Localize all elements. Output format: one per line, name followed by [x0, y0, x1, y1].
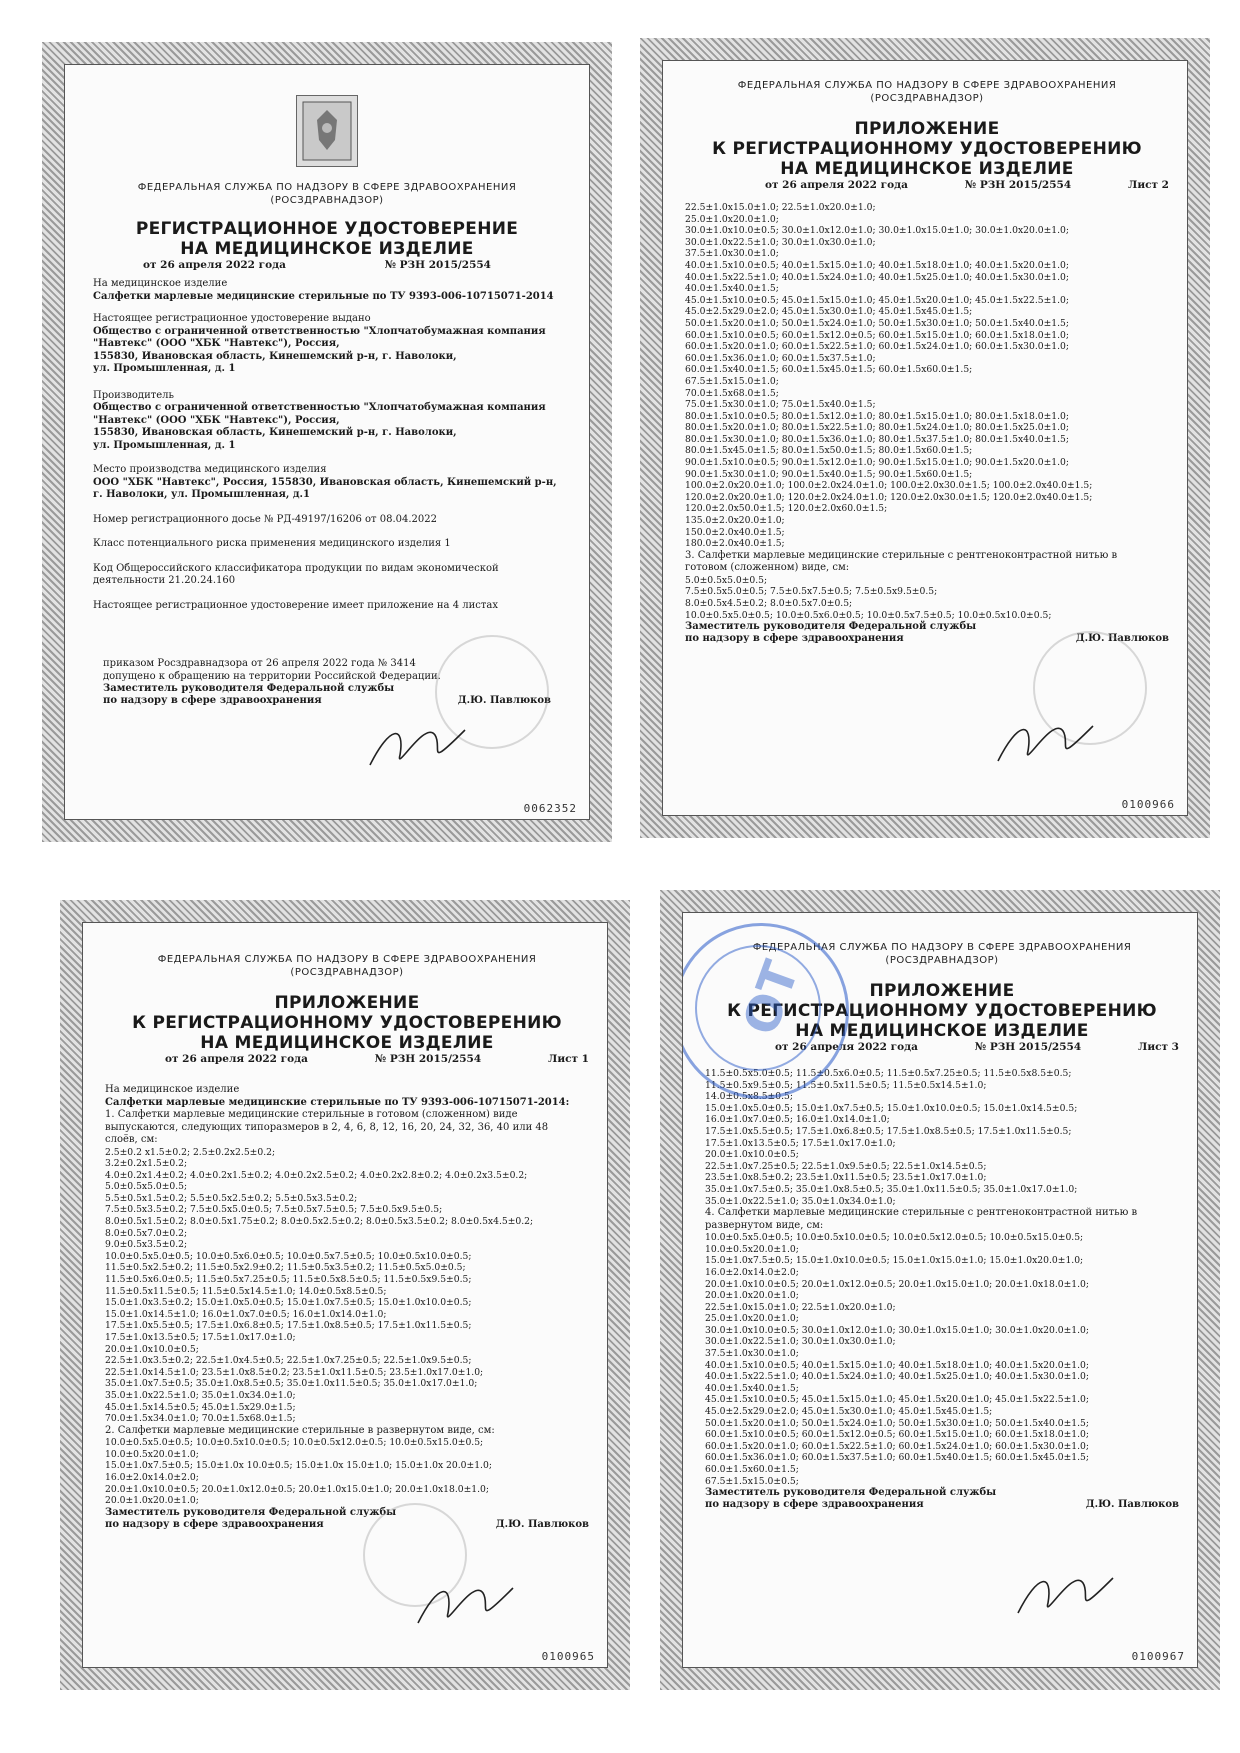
dimension-line: 3.2±0.2x1.5±0.2;: [105, 1158, 188, 1170]
dimension-line: 9.0±0.5x3.5±0.2;: [105, 1239, 188, 1251]
section-heading: 1. Салфетки марлевые медицинские стерильные в готовом (сложенном) виде: [105, 1109, 518, 1120]
dimension-line: 17.5±1.0x5.5±0.5; 17.5±1.0x6.8±0.5; 17.5±1.0x8.5±0.5; 17.5±1.0x11.5±0.5;: [705, 1125, 1072, 1137]
dimension-line: 80.0±1.5x45.0±1.5; 80.0±1.5x50.0±1.5; 80.0±1.5x60.0±1.5;: [685, 445, 973, 457]
dimension-line: 22.5±1.0x14.5±1.0; 23.5±1.0x8.5±0.2; 23.5±1.0x11.5±0.5; 23.5±1.0x17.0±1.0;: [105, 1366, 484, 1378]
company-stamp-icon: [682, 923, 849, 1099]
dimension-line: 17.5±1.0x13.5±0.5; 17.5±1.0x17.0±1.0;: [705, 1137, 896, 1149]
signature-icon: [365, 715, 475, 775]
section-heading: развернутом виде, см:: [705, 1219, 824, 1231]
dimension-line: 45.0±1.5x10.0±0.5; 45.0±1.5x15.0±1.0; 45.0±1.5x20.0±1.0; 45.0±1.5x22.5±1.0;: [705, 1394, 1089, 1406]
issue-date: от 26 апреля 2022 года: [765, 179, 908, 191]
dimension-line: 20.0±1.0x20.0±1.0;: [105, 1495, 199, 1507]
appendix-body: [82, 922, 608, 1668]
appendix-title: К РЕГИСТРАЦИОННОМУ УДОСТОВЕРЕНИЮ: [132, 1013, 562, 1033]
device-label: На медицинское изделие: [93, 278, 228, 289]
dimension-line: 17.5±1.0x5.5±0.5; 17.5±1.0x6.8±0.5; 17.5±1.0x8.5±0.5; 17.5±1.0x11.5±0.5;: [105, 1320, 472, 1332]
dimension-line: 120.0±2.0x50.0±1.5; 120.0±2.0x60.0±1.5;: [685, 503, 888, 515]
dimension-line: 5.0±0.5x5.0±0.5;: [105, 1181, 188, 1193]
appendix-sheet-1: [60, 900, 630, 1690]
dimension-line: 22.5±1.0x15.0±1.0; 22.5±1.0x20.0±1.0;: [685, 202, 876, 213]
dimension-line: 11.5±0.5x5.0±0.5; 11.5±0.5x6.0±0.5; 11.5±0.5x7.25±0.5; 11.5±0.5x8.5±0.5;: [705, 1068, 1072, 1079]
dimension-line: 80.0±1.5x20.0±1.0; 80.0±1.5x22.5±1.0; 80.0±1.5x24.0±1.0; 80.0±1.5x25.0±1.0;: [685, 422, 1069, 434]
agency-name: ФЕДЕРАЛЬНАЯ СЛУЖБА ПО НАДЗОРУ В СФЕРЕ ЗДРАВООХРАНЕНИЯ: [157, 954, 537, 965]
device-label: На медицинское изделие: [105, 1084, 240, 1095]
agency-name: ФЕДЕРАЛЬНАЯ СЛУЖБА ПО НАДЗОРУ В СФЕРЕ ЗДРАВООХРАНЕНИЯ: [752, 942, 1132, 953]
dimension-line: 23.5±1.0x8.5±0.2; 23.5±1.0x11.5±0.5; 23.5±1.0x17.0±1.0;: [705, 1172, 987, 1184]
dimension-line: 2.5±0.2 x1.5±0.2; 2.5±0.2x2.5±0.2;: [105, 1146, 276, 1158]
producer-label: Производитель: [93, 389, 174, 401]
dimension-line: 80.0±1.5x30.0±1.0; 80.0±1.5x36.0±1.0; 80.0±1.5x37.5±1.0; 80.0±1.5x40.0±1.5;: [685, 433, 1069, 445]
registration-number: № РЗН 2015/2554: [974, 1041, 1082, 1053]
signer-title: Заместитель руководителя Федеральной службы: [705, 1487, 997, 1499]
dimension-line: 7.5±0.5x3.5±0.2; 7.5±0.5x5.0±0.5; 7.5±0.5x7.5±0.5; 7.5±0.5x9.5±0.5;: [105, 1204, 443, 1216]
section-heading: выпускаются, следующих типоразмеров в 2, 4, 6, 8, 12, 16, 20, 24, 32, 36, 40 или 48: [105, 1121, 549, 1133]
dimension-line: 4.0±0.2x1.4±0.2; 4.0±0.2x1.5±0.2; 4.0±0.2x2.5±0.2; 4.0±0.2x2.8±0.2; 4.0±0.2x3.5±0.2;: [105, 1169, 528, 1181]
issued-to-line: Общество с ограниченной ответственностью "Хлопчатобумажная компания: [93, 325, 546, 337]
dimension-line: 60.0±1.5x10.0±0.5; 60.0±1.5x12.0±0.5; 60.0±1.5x15.0±1.0; 60.0±1.5x18.0±1.0;: [705, 1429, 1089, 1441]
dimension-line: 37.5±1.0x30.0±1.0;: [705, 1348, 799, 1360]
svg-text:ОТ: ОТ: [732, 954, 811, 1043]
dimensions-list: [685, 575, 1169, 621]
signer-title: Заместитель руководителя Федеральной службы: [105, 1506, 397, 1518]
dimension-line: 75.0±1.5x30.0±1.0; 75.0±1.5x40.0±1.5;: [685, 399, 876, 411]
dimension-line: 40.0±1.5x10.0±0.5; 40.0±1.5x15.0±1.0; 40.0±1.5x18.0±1.0; 40.0±1.5x20.0±1.0;: [705, 1359, 1089, 1371]
section-heading: слоёв, см:: [105, 1134, 158, 1145]
appendix-title: К РЕГИСТРАЦИОННОМУ УДОСТОВЕРЕНИЮ: [727, 1001, 1157, 1021]
signer-title: Заместитель руководителя Федеральной службы: [685, 621, 977, 633]
section-heading: 2. Салфетки марлевые медицинские стерильные в развернутом виде, см:: [105, 1424, 495, 1436]
allowed-note: допущено к обращению на территории Российской Федерации.: [103, 670, 441, 682]
serial-number: 0100965: [541, 1650, 595, 1663]
dimension-line: 60.0±1.5x20.0±1.0; 60.0±1.5x22.5±1.0; 60.0±1.5x24.0±1.0; 60.0±1.5x30.0±1.0;: [705, 1440, 1089, 1452]
signer-title: по надзору в сфере здравоохранения: [685, 633, 904, 645]
dimension-line: 37.5±1.0x30.0±1.0;: [685, 248, 779, 260]
dimension-line: 14.0±0.5x8.5±0.5;: [705, 1091, 793, 1103]
dimension-line: 35.0±1.0x22.5±1.0; 35.0±1.0x34.0±1.0;: [105, 1389, 296, 1401]
risk-class: Класс потенциального риска применения медицинского изделия 1: [93, 538, 451, 549]
dimension-line: 15.0±1.0x5.0±0.5; 15.0±1.0x7.5±0.5; 15.0±1.0x10.0±0.5; 15.0±1.0x14.5±0.5;: [705, 1102, 1078, 1114]
dimension-line: 180.0±2.0x40.0±1.5;: [685, 538, 785, 550]
dimension-line: 30.0±1.0x22.5±1.0; 30.0±1.0x30.0±1.0;: [705, 1336, 896, 1348]
dimension-line: 30.0±1.0x10.0±0.5; 30.0±1.0x12.0±1.0; 30.0±1.0x15.0±1.0; 30.0±1.0x20.0±1.0;: [685, 225, 1069, 237]
place-line: ООО "ХБК "Навтекс", Россия, 155830, Ивановская область, Кинешемский р-н,: [93, 476, 557, 488]
section-heading: 3. Салфетки марлевые медицинские стерильные с рентгеноконтрастной нитью в: [685, 549, 1118, 561]
coat-of-arms-icon: [296, 95, 358, 167]
dimension-line: 90.0±1.5x10.0±0.5; 90.0±1.5x12.0±1.0; 90.0±1.5x15.0±1.0; 90.0±1.5x20.0±1.0;: [685, 457, 1069, 469]
place-line: г. Наволоки, ул. Промышленная, д.1: [93, 489, 310, 500]
date-number-row: [93, 259, 561, 272]
dimension-line: 120.0±2.0x20.0±1.0; 120.0±2.0x24.0±1.0; 120.0±2.0x30.0±1.5; 120.0±2.0x40.0±1.5;: [685, 491, 1093, 503]
dimension-line: 35.0±1.0x7.5±0.5; 35.0±1.0x8.5±0.5; 35.0±1.0x11.5±0.5; 35.0±1.0x17.0±1.0;: [705, 1183, 1078, 1195]
signer-title: по надзору в сфере здравоохранения: [105, 1518, 324, 1530]
agency-short-name: (РОСЗДРАВНАДЗОР): [870, 93, 984, 104]
signer-title: по надзору в сфере здравоохранения: [103, 695, 322, 706]
issued-to-line: "Навтекс" (ООО "ХБК "Навтекс"), Россия,: [93, 338, 340, 349]
appendix-title: НА МЕДИЦИНСКОЕ ИЗДЕЛИЕ: [200, 1033, 494, 1053]
dimension-line: 10.0±0.5x5.0±0.5; 10.0±0.5x6.0±0.5; 10.0±0.5x7.5±0.5; 10.0±0.5x10.0±0.5;: [105, 1250, 472, 1262]
dimension-line: 11.5±0.5x6.0±0.5; 11.5±0.5x7.25±0.5; 11.5±0.5x8.5±0.5; 11.5±0.5x9.5±0.5;: [105, 1274, 472, 1286]
agency-name: ФЕДЕРАЛЬНАЯ СЛУЖБА ПО НАДЗОРУ В СФЕРЕ ЗДРАВООХРАНЕНИЯ: [737, 80, 1117, 91]
dimension-line: 30.0±1.0x10.0±0.5; 30.0±1.0x12.0±1.0; 30.0±1.0x15.0±1.0; 30.0±1.0x20.0±1.0;: [705, 1324, 1089, 1336]
dimension-line: 40.0±1.5x40.0±1.5;: [685, 283, 779, 295]
dimension-line: 22.5±1.0x3.5±0.2; 22.5±1.0x4.5±0.5; 22.5±1.0x7.25±0.5; 22.5±1.0x9.5±0.5;: [105, 1355, 472, 1367]
dimension-line: 150.0±2.0x40.0±1.5;: [685, 526, 785, 538]
agency-name: ФЕДЕРАЛЬНАЯ СЛУЖБА ПО НАДЗОРУ В СФЕРЕ ЗДРАВООХРАНЕНИЯ: [137, 182, 517, 193]
appendix-title: ПРИЛОЖЕНИЕ: [274, 993, 420, 1013]
signer-name: Д.Ю. Павлюков: [1085, 1499, 1179, 1511]
dossier-number: Номер регистрационного досье № РД-49197/16206 от 08.04.2022: [93, 513, 437, 525]
producer-line: ул. Промышленная, д. 1: [93, 439, 236, 451]
signature-icon: [993, 711, 1103, 771]
dimension-line: 35.0±1.0x22.5±1.0; 35.0±1.0x34.0±1.0;: [705, 1195, 896, 1207]
date-number-row: [105, 1053, 589, 1066]
dimension-line: 45.0±2.5x29.0±2.0; 45.0±1.5x30.0±1.0; 45.0±1.5x45.0±1.5;: [705, 1406, 993, 1418]
dimension-line: 10.0±0.5x20.0±1.0;: [705, 1243, 799, 1255]
appendix-body: [682, 912, 1198, 1668]
certificate-title: РЕГИСТРАЦИОННОЕ УДОСТОВЕРЕНИЕ: [135, 219, 519, 239]
device-name: Салфетки марлевые медицинские стерильные по ТУ 9393-006-10715071-2014:: [105, 1096, 570, 1108]
dimension-line: 15.0±1.0x14.5±1.0; 16.0±1.0x7.0±0.5; 16.0±1.0x14.0±1.0;: [105, 1308, 387, 1320]
issue-date: от 26 апреля 2022 года: [775, 1041, 918, 1053]
certificate-subtitle: НА МЕДИЦИНСКОЕ ИЗДЕЛИЕ: [180, 239, 474, 259]
dimension-line: 8.0±0.5x7.0±0.2;: [105, 1227, 188, 1239]
dimension-line: 80.0±1.5x10.0±0.5; 80.0±1.5x12.0±1.0; 80.0±1.5x15.0±1.0; 80.0±1.5x18.0±1.0;: [685, 410, 1069, 422]
dimension-line: 40.0±1.5x40.0±1.5;: [705, 1382, 799, 1394]
signature-block: [705, 1487, 1179, 1511]
dimension-line: 50.0±1.5x20.0±1.0; 50.0±1.5x24.0±1.0; 50.0±1.5x30.0±1.0; 50.0±1.5x40.0±1.5;: [685, 317, 1069, 329]
okp-code: деятельности 21.20.24.160: [93, 575, 236, 586]
dimension-line: 45.0±1.5x10.0±0.5; 45.0±1.5x15.0±1.0; 45.0±1.5x20.0±1.0; 45.0±1.5x22.5±1.0;: [685, 294, 1069, 306]
dimension-line: 8.0±0.5x4.5±0.2; 8.0±0.5x7.0±0.5;: [685, 598, 853, 609]
dimension-line: 10.0±0.5x5.0±0.5; 10.0±0.5x6.0±0.5; 10.0±0.5x7.5±0.5; 10.0±0.5x10.0±0.5;: [685, 609, 1052, 621]
serial-number: 0100967: [1131, 1650, 1185, 1663]
sheet-label: Лист 2: [1128, 179, 1169, 191]
dimension-line: 5.0±0.5x5.0±0.5;: [685, 574, 768, 586]
dimension-line: 15.0±1.0x7.5±0.5; 15.0±1.0x10.0±0.5; 15.0±1.0x15.0±1.0; 15.0±1.0x20.0±1.0;: [705, 1255, 1084, 1267]
dimension-line: 25.0±1.0x20.0±1.0;: [685, 213, 779, 225]
dimension-line: 17.5±1.0x13.5±0.5; 17.5±1.0x17.0±1.0;: [105, 1332, 296, 1343]
producer-line: 155830, Ивановская область, Кинешемский р-н, г. Наволоки,: [93, 427, 457, 438]
dimension-line: 5.5±0.5x1.5±0.2; 5.5±0.5x2.5±0.2; 5.5±0.5x3.5±0.2;: [105, 1192, 358, 1204]
dimension-line: 20.0±1.0x20.0±1.0;: [705, 1290, 799, 1302]
dimensions-list: [105, 1437, 589, 1507]
signer-name: Д.Ю. Павлюков: [457, 695, 551, 706]
producer-line: "Навтекс" (ООО "ХБК "Навтекс"), Россия,: [93, 414, 340, 426]
producer-line: Общество с ограниченной ответственностью "Хлопчатобумажная компания: [93, 402, 546, 413]
signature-block: [105, 1507, 589, 1531]
dimension-line: 20.0±1.0x10.0±0.5; 20.0±1.0x12.0±0.5; 20.0±1.0x15.0±1.0; 20.0±1.0x18.0±1.0;: [705, 1278, 1089, 1290]
dimension-line: 11.5±0.5x2.5±0.2; 11.5±0.5x2.9±0.2; 11.5±0.5x3.5±0.2; 11.5±0.5x5.0±0.5;: [105, 1262, 466, 1274]
dimension-line: 8.0±0.5x1.5±0.2; 8.0±0.5x1.75±0.2; 8.0±0.5x2.5±0.2; 8.0±0.5x3.5±0.2; 8.0±0.5x4.5±0.2;: [105, 1216, 534, 1228]
date-number-row: [685, 179, 1169, 192]
appendix-title: ПРИЛОЖЕНИЕ: [854, 119, 1000, 139]
dimensions-list: [105, 1147, 589, 1425]
appendix-title: НА МЕДИЦИНСКОЕ ИЗДЕЛИЕ: [780, 159, 1074, 179]
dimension-line: 60.0±1.5x20.0±1.0; 60.0±1.5x22.5±1.0; 60.0±1.5x24.0±1.0; 60.0±1.5x30.0±1.0;: [685, 341, 1069, 353]
dimension-line: 50.0±1.5x20.0±1.0; 50.0±1.5x24.0±1.0; 50.0±1.5x30.0±1.0; 50.0±1.5x40.0±1.5;: [705, 1417, 1089, 1429]
registration-number: № РЗН 2015/2554: [374, 1053, 482, 1065]
dimension-line: 22.5±1.0x7.25±0.5; 22.5±1.0x9.5±0.5; 22.5±1.0x14.5±0.5;: [705, 1160, 987, 1172]
dimension-line: 11.5±0.5x9.5±0.5; 11.5±0.5x11.5±0.5; 11.5±0.5x14.5±1.0;: [705, 1079, 987, 1091]
order-reference: приказом Росздравнадзора от 26 апреля 2022 года № 3414: [103, 658, 416, 669]
section-heading: 4. Салфетки марлевые медицинские стерильные с рентгеноконтрастной нитью в: [705, 1207, 1138, 1219]
dimension-line: 10.0±0.5x5.0±0.5; 10.0±0.5x10.0±0.5; 10.0±0.5x12.0±0.5; 10.0±0.5x15.0±0.5;: [705, 1232, 1084, 1244]
dimension-line: 20.0±1.0x10.0±0.5;: [105, 1343, 199, 1355]
signer-name: Д.Ю. Павлюков: [495, 1518, 589, 1530]
agency-short-name: (РОСЗДРАВНАДЗОР): [270, 195, 384, 206]
signer-name: Д.Ю. Павлюков: [1075, 633, 1169, 645]
section-heading: готовом (сложенном) виде, см:: [685, 562, 850, 574]
sheet-label: Лист 1: [548, 1053, 589, 1065]
signature-icon: [413, 1573, 523, 1633]
device-name: Салфетки марлевые медицинские стерильные по ТУ 9393-006-10715071-2014: [93, 290, 554, 302]
registration-number: № РЗН 2015/2554: [384, 259, 491, 271]
appendix-title: НА МЕДИЦИНСКОЕ ИЗДЕЛИЕ: [795, 1021, 1089, 1041]
dimension-line: 90.0±1.5x30.0±1.0; 90.0±1.5x40.0±1.5; 90.0±1.5x60.0±1.5;: [685, 468, 973, 480]
dimension-line: 67.5±1.5x15.0±1.0;: [685, 375, 779, 387]
dimension-line: 60.0±1.5x36.0±1.0; 60.0±1.5x37.5±1.0; 60.0±1.5x40.0±1.5; 60.0±1.5x45.0±1.5;: [705, 1452, 1089, 1464]
appendix-note: Настоящее регистрационное удостоверение имеет приложение на 4 листах: [93, 599, 498, 611]
dimension-line: 40.0±1.5x22.5±1.0; 40.0±1.5x24.0±1.0; 40.0±1.5x25.0±1.0; 40.0±1.5x30.0±1.0;: [705, 1371, 1089, 1383]
appendix-title: ПРИЛОЖЕНИЕ: [869, 981, 1015, 1001]
dimension-line: 35.0±1.0x7.5±0.5; 35.0±1.0x8.5±0.5; 35.0±1.0x11.5±0.5; 35.0±1.0x17.0±1.0;: [105, 1378, 478, 1390]
dimension-line: 25.0±1.0x20.0±1.0;: [705, 1313, 799, 1325]
dimension-line: 67.5±1.5x15.0±0.5;: [705, 1475, 799, 1487]
dimension-line: 20.0±1.0x10.0±0.5; 20.0±1.0x12.0±0.5; 20.0±1.0x15.0±1.0; 20.0±1.0x18.0±1.0;: [105, 1483, 489, 1495]
dimension-line: 16.0±2.0x14.0±2.0;: [705, 1266, 799, 1278]
issue-date: от 26 апреля 2022 года: [143, 259, 286, 271]
appendix-sheet-3: [660, 890, 1220, 1690]
dimension-line: 11.5±0.5x11.5±0.5; 11.5±0.5x14.5±1.0; 14.0±0.5x8.5±0.5;: [105, 1285, 387, 1297]
issued-to-line: 155830, Ивановская область, Кинешемский р-н, г. Наволоки,: [93, 350, 457, 362]
signature-icon: [1013, 1563, 1123, 1623]
dimension-line: 16.0±1.0x7.0±0.5; 16.0±1.0x14.0±1.0;: [705, 1114, 890, 1126]
dimension-line: 20.0±1.0x10.0±0.5;: [705, 1149, 799, 1161]
dimensions-list: [705, 1232, 1179, 1487]
dimensions-list: [685, 202, 1169, 550]
dimension-line: 45.0±1.5x14.5±0.5; 45.0±1.5x29.0±1.5;: [105, 1401, 296, 1413]
dimension-line: 10.0±0.5x20.0±1.0;: [105, 1448, 199, 1460]
dimension-line: 60.0±1.5x40.0±1.5; 60.0±1.5x45.0±1.5; 60.0±1.5x60.0±1.5;: [685, 364, 973, 376]
dimension-line: 16.0±2.0x14.0±2.0;: [105, 1472, 199, 1484]
dimension-line: 60.0±1.5x36.0±1.0; 60.0±1.5x37.5±1.0;: [685, 352, 876, 364]
dimension-line: 15.0±1.0x3.5±0.2; 15.0±1.0x5.0±0.5; 15.0±1.0x7.5±0.5; 15.0±1.0x10.0±0.5;: [105, 1297, 472, 1309]
certificate-body: [64, 64, 590, 820]
dimension-line: 10.0±0.5x5.0±0.5; 10.0±0.5x10.0±0.5; 10.0±0.5x12.0±0.5; 10.0±0.5x15.0±0.5;: [105, 1437, 484, 1449]
serial-number: 0062352: [523, 802, 577, 815]
issued-label: Настоящее регистрационное удостоверение выдано: [93, 313, 371, 324]
dimension-line: 60.0±1.5x10.0±0.5; 60.0±1.5x12.0±0.5; 60.0±1.5x15.0±1.0; 60.0±1.5x18.0±1.0;: [685, 329, 1069, 341]
dimension-line: 135.0±2.0x20.0±1.0;: [685, 515, 785, 527]
dimension-line: 40.0±1.5x10.0±0.5; 40.0±1.5x15.0±1.0; 40.0±1.5x18.0±1.0; 40.0±1.5x20.0±1.0;: [685, 259, 1069, 271]
dimension-line: 30.0±1.0x22.5±1.0; 30.0±1.0x30.0±1.0;: [685, 236, 876, 248]
dimension-line: 7.5±0.5x5.0±0.5; 7.5±0.5x7.5±0.5; 7.5±0.5x9.5±0.5;: [685, 586, 938, 598]
dimension-line: 100.0±2.0x20.0±1.0; 100.0±2.0x24.0±1.0; 100.0±2.0x30.0±1.5; 100.0±2.0x40.0±1.5;: [685, 480, 1093, 492]
signer-title: Заместитель руководителя Федеральной службы: [103, 683, 395, 694]
registration-number: № РЗН 2015/2554: [964, 179, 1072, 191]
appendix-title: К РЕГИСТРАЦИОННОМУ УДОСТОВЕРЕНИЮ: [712, 139, 1142, 159]
dimension-line: 22.5±1.0x15.0±1.0; 22.5±1.0x20.0±1.0;: [705, 1301, 896, 1313]
dimension-line: 45.0±2.5x29.0±2.0; 45.0±1.5x30.0±1.0; 45.0±1.5x45.0±1.5;: [685, 306, 973, 318]
place-label: Место производства медицинского изделия: [93, 464, 327, 475]
agency-short-name: (РОСЗДРАВНАДЗОР): [290, 967, 404, 978]
dimension-line: 70.0±1.5x34.0±1.0; 70.0±1.5x68.0±1.5;: [105, 1413, 296, 1425]
dimension-line: 15.0±1.0x7.5±0.5; 15.0±1.0x 10.0±0.5; 15.0±1.0x 15.0±1.0; 15.0±1.0x 20.0±1.0;: [105, 1460, 492, 1472]
dimension-line: 70.0±1.5x68.0±1.5;: [685, 387, 779, 399]
dimension-line: 40.0±1.5x22.5±1.0; 40.0±1.5x24.0±1.0; 40.0±1.5x25.0±1.0; 40.0±1.5x30.0±1.0;: [685, 271, 1069, 283]
sheet-label: Лист 3: [1138, 1041, 1179, 1053]
okp-code: Код Общероссийского классификатора продукции по видам экономической: [93, 562, 499, 574]
serial-number: 0100966: [1121, 798, 1175, 811]
dimension-line: 60.0±1.5x60.0±1.5;: [705, 1464, 799, 1475]
appendix-sheet-2: [640, 38, 1210, 838]
appendix-body: [662, 60, 1188, 816]
issued-to-line: ул. Промышленная, д. 1: [93, 363, 236, 374]
signer-title: по надзору в сфере здравоохранения: [705, 1499, 924, 1511]
certificate-sheet: [42, 42, 612, 842]
agency-short-name: (РОСЗДРАВНАДЗОР): [885, 955, 999, 966]
issue-date: от 26 апреля 2022 года: [165, 1053, 308, 1065]
